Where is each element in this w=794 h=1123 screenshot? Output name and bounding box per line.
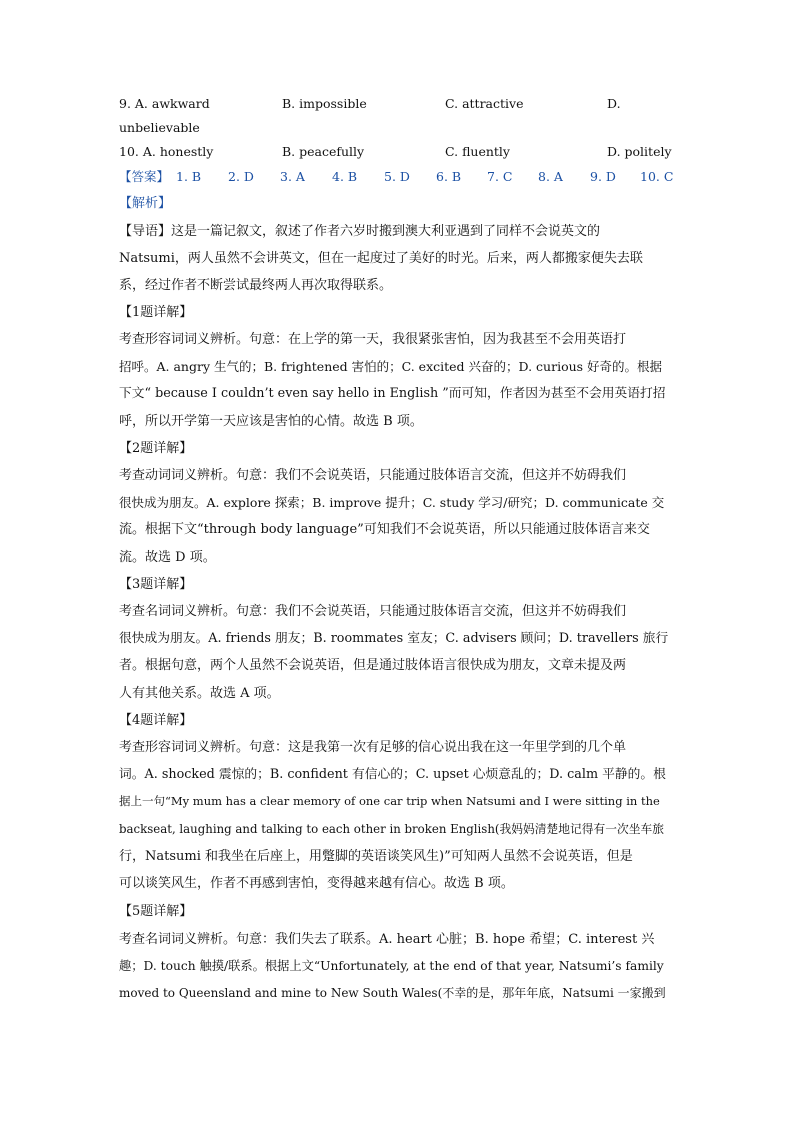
text-line: 可以谈笑风生，作者不再感到害怕，变得越来越有信心。故选 B 项。 bbox=[119, 876, 514, 892]
q10-option-c: C. fluently bbox=[445, 144, 510, 159]
text-line: 下文“ because I couldn’t even say hello in English ”而可知，作者因为甚至不会用英语打招 bbox=[119, 386, 666, 402]
text-line: 考查名词词义辨析。句意：我们失去了联系。A. heart 心脏；B. hope 希望；C. interest 兴 bbox=[119, 932, 655, 947]
section-3-body bbox=[119, 598, 671, 707]
section-5-heading: 【5题详解】 bbox=[119, 904, 193, 919]
text-line: 呼，所以开学第一天应该是害怕的心情。故选 B 项。 bbox=[119, 413, 423, 429]
text-line: 考查动词词义辨析。句意：我们不会说英语，只能通过肢体语言交流，但这并不妨碍我们 bbox=[119, 468, 627, 483]
text-line: 招呼。A. angry 生气的；B. frightened 害怕的；C. excited 兴奋的；D. curious 好奇的。根据 bbox=[119, 359, 663, 375]
text-line: Natsumi，两人虽然不会讲英文，但在一起度过了美好的时光。后来，两人都搬家便失去联 bbox=[119, 251, 643, 267]
section-2-body bbox=[119, 462, 671, 571]
analysis-label: 【解析】 bbox=[119, 196, 172, 211]
text-line: 流。根据下文“through body language”可知我们不会说英语，所以只能通过肢体语言来交 bbox=[119, 522, 650, 538]
answer-item: 6. B bbox=[436, 169, 462, 184]
text-line: 行，Natsumi 和我坐在后座上，用蹩脚的英语谈笑风生)”可知两人虽然不会说英语，但是 bbox=[119, 848, 633, 864]
answer-item: 2. D bbox=[228, 169, 254, 184]
text-line: 考查形容词词义辨析。句意：在上学的第一天，我很紧张害怕，因为我甚至不会用英语打 bbox=[119, 332, 627, 347]
guide-paragraph bbox=[119, 218, 671, 300]
q9-option-a: 9. A. awkward bbox=[119, 96, 210, 111]
q9-option-c: C. attractive bbox=[445, 96, 524, 111]
text-line: 流。故选 D 项。 bbox=[119, 549, 216, 565]
answer-item: 10. C bbox=[640, 169, 674, 184]
text-line: 考查名词词义辨析。句意：我们不会说英语，只能通过肢体语言交流，但这并不妨碍我们 bbox=[119, 604, 627, 619]
text-line: 【导语】这是一篇记叙文，叙述了作者六岁时搬到澳大利亚遇到了同样不会说英文的 bbox=[119, 224, 601, 239]
text-line: 趣；D. touch 触摸/联系。根据上文“Unfortunately, at the end of that year, Natsumi’s family bbox=[119, 959, 664, 974]
answer-item: 9. D bbox=[590, 169, 616, 184]
answer-item: 8. A bbox=[538, 169, 563, 184]
text-line: 人有其他关系。故选 A 项。 bbox=[119, 685, 280, 701]
section-1-body bbox=[119, 326, 671, 435]
question-9-wrap bbox=[0, 117, 794, 139]
section-2-heading: 【2题详解】 bbox=[119, 441, 193, 456]
text-line: backseat, laughing and talking to each other in broken English(我妈妈清楚地记得有一次坐车旅 bbox=[119, 821, 664, 836]
q9-option-d: D. bbox=[607, 96, 621, 111]
text-line: 词。A. shocked 震惊的；B. confident 有信心的；C. upset 心烦意乱的；D. calm 平静的。根 bbox=[119, 767, 666, 783]
text-line: 系，经过作者不断尝试最终两人再次取得联系。 bbox=[119, 278, 393, 294]
q10-option-d: D. politely bbox=[607, 144, 672, 159]
section-1-heading: 【1题详解】 bbox=[119, 305, 193, 320]
q10-option-b: B. peacefully bbox=[282, 144, 365, 159]
text-line: 很快成为朋友。A. explore 探索；B. improve 提升；C. study 学习/研究；D. communicate 交 bbox=[119, 495, 665, 511]
answer-item: 7. C bbox=[487, 169, 513, 184]
section-4-heading: 【4题详解】 bbox=[119, 713, 193, 728]
question-9-options bbox=[0, 93, 794, 115]
section-3-heading: 【3题详解】 bbox=[119, 577, 193, 592]
q9-option-d-text: unbelievable bbox=[119, 120, 200, 135]
text-line: moved to Queensland and mine to New South Wales(不幸的是，那年年底，Natsumi 一家搬到 bbox=[119, 986, 666, 1001]
answer-item: 5. D bbox=[384, 169, 410, 184]
question-10-options bbox=[0, 141, 794, 163]
answer-row bbox=[0, 166, 794, 188]
section-4-body bbox=[119, 734, 671, 897]
text-line: 据上一句“My mum has a clear memory of one car trip when Natsumi and I were sitting in the bbox=[119, 794, 660, 809]
answer-item: 3. A bbox=[280, 169, 305, 184]
answer-label: 【答案】 bbox=[119, 169, 170, 184]
answer-item: 1. B bbox=[176, 169, 202, 184]
section-5-body bbox=[119, 926, 671, 1008]
q9-option-b: B. impossible bbox=[282, 96, 367, 111]
answer-item: 4. B bbox=[332, 169, 358, 184]
text-line: 很快成为朋友。A. friends 朋友；B. roommates 室友；C. advisers 顾问；D. travellers 旅行 bbox=[119, 631, 669, 647]
text-line: 考查形容词词义辨析。句意：这是我第一次有足够的信心说出我在这一年里学到的几个单 bbox=[119, 740, 627, 755]
q10-option-a: 10. A. honestly bbox=[119, 144, 214, 159]
text-line: 者。根据句意，两个人虽然不会说英语，但是通过肢体语言很快成为朋友，文章未提及两 bbox=[119, 658, 627, 674]
